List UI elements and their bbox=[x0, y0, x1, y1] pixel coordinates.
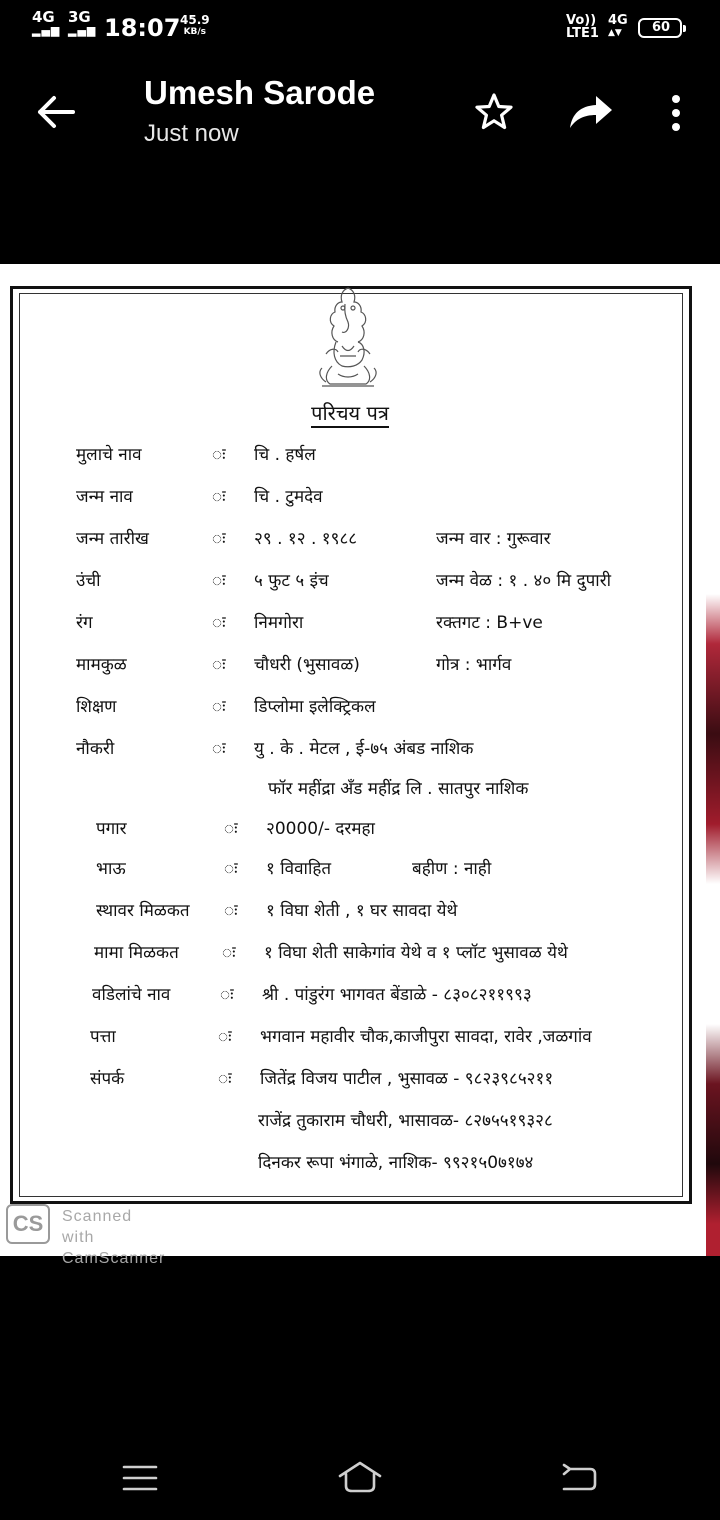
ganesha-illustration bbox=[312, 282, 384, 392]
battery-level: 60 bbox=[652, 20, 671, 35]
battery-icon bbox=[638, 18, 682, 38]
signal-indicator-1: 4G ▂▄▆ bbox=[32, 8, 61, 37]
back-nav-icon[interactable] bbox=[560, 1464, 598, 1492]
signal-indicator-2: 3G ▂▄▆ bbox=[68, 8, 97, 37]
share-icon[interactable] bbox=[568, 92, 614, 132]
menu-icon[interactable] bbox=[122, 1464, 158, 1492]
more-vertical-icon[interactable] bbox=[668, 94, 684, 132]
status-bar bbox=[0, 0, 720, 56]
network-speed: 45.9 KB/s bbox=[180, 13, 210, 37]
document-heading: परिचय पत्र bbox=[0, 399, 700, 426]
background-edge bbox=[706, 264, 720, 1256]
signal-bars-icon: ▂▄▆ bbox=[32, 24, 61, 37]
navigation-bar bbox=[0, 1430, 720, 1520]
volte-indicator: Vo)) LTE1 bbox=[566, 13, 599, 41]
timestamp: Just now bbox=[144, 120, 239, 147]
camscanner-logo: CS bbox=[6, 1204, 50, 1244]
sender-name: Umesh Sarode bbox=[144, 74, 376, 111]
arrow-left-icon[interactable] bbox=[36, 94, 76, 130]
clock: 18:07 bbox=[104, 14, 181, 42]
mobile-data-indicator: 4G ▲▼ bbox=[608, 13, 628, 38]
home-icon[interactable] bbox=[336, 1460, 384, 1494]
star-outline-icon[interactable] bbox=[474, 92, 514, 132]
document-image[interactable]: परिचय पत्र मुलाचे नाव ः चि . हर्षल जन्म नाव ः चि . टुमदेव जन्म तारीख ः २९ . १२ . १९८८ जन्म वार : गुरूवार उंची ः ५ फुट ५ इंच जन्म वेळ : १ . ४० मि दुपारी रंग ः निमगोरा रक्तगट : B+ve मामकुळ ः चौधरी (भुसावळ) गोत्र : भार्गव शिक्षण ः डिप्लोमा इलेक्ट्रिकल नौकरी ः यु . के . मेटल , ई-७५ अंबड नाशिक फॉर महींद्रा अँड महींद्र लि . सातपुर नाशिक पगार ः २0000/- दरमहा भाऊ ः १ विवाहित बहीण : नाही स्थावर मिळकत ः १ विघा शेती , १ घर सावदा येथे मामा मिळकत ः १ विघा शेती साकेगांव येथे व १ प्लॉट भुसावळ येथे वडिलांचे नाव ः श्री . पांडुरंग भागवत बेंडाळे - ८३०८२११९९३ पत्ता ः भगवान महावीर चौक,काजीपुरा सावदा, रावेर ,जळगांव संपर्क ः जितेंद्र विजय पाटील , भुसावळ - ९८२३९८५२११ राजेंद्र तुकाराम चौधरी, भासावळ- ८२७५५१९३२८ दिनकर रूपा भंगाळे, नाशिक- ९९२१५0७१७४ CS Scanned with CamScanner bbox=[0, 264, 720, 1256]
signal-bars-icon: ▂▄▆ bbox=[68, 24, 97, 37]
